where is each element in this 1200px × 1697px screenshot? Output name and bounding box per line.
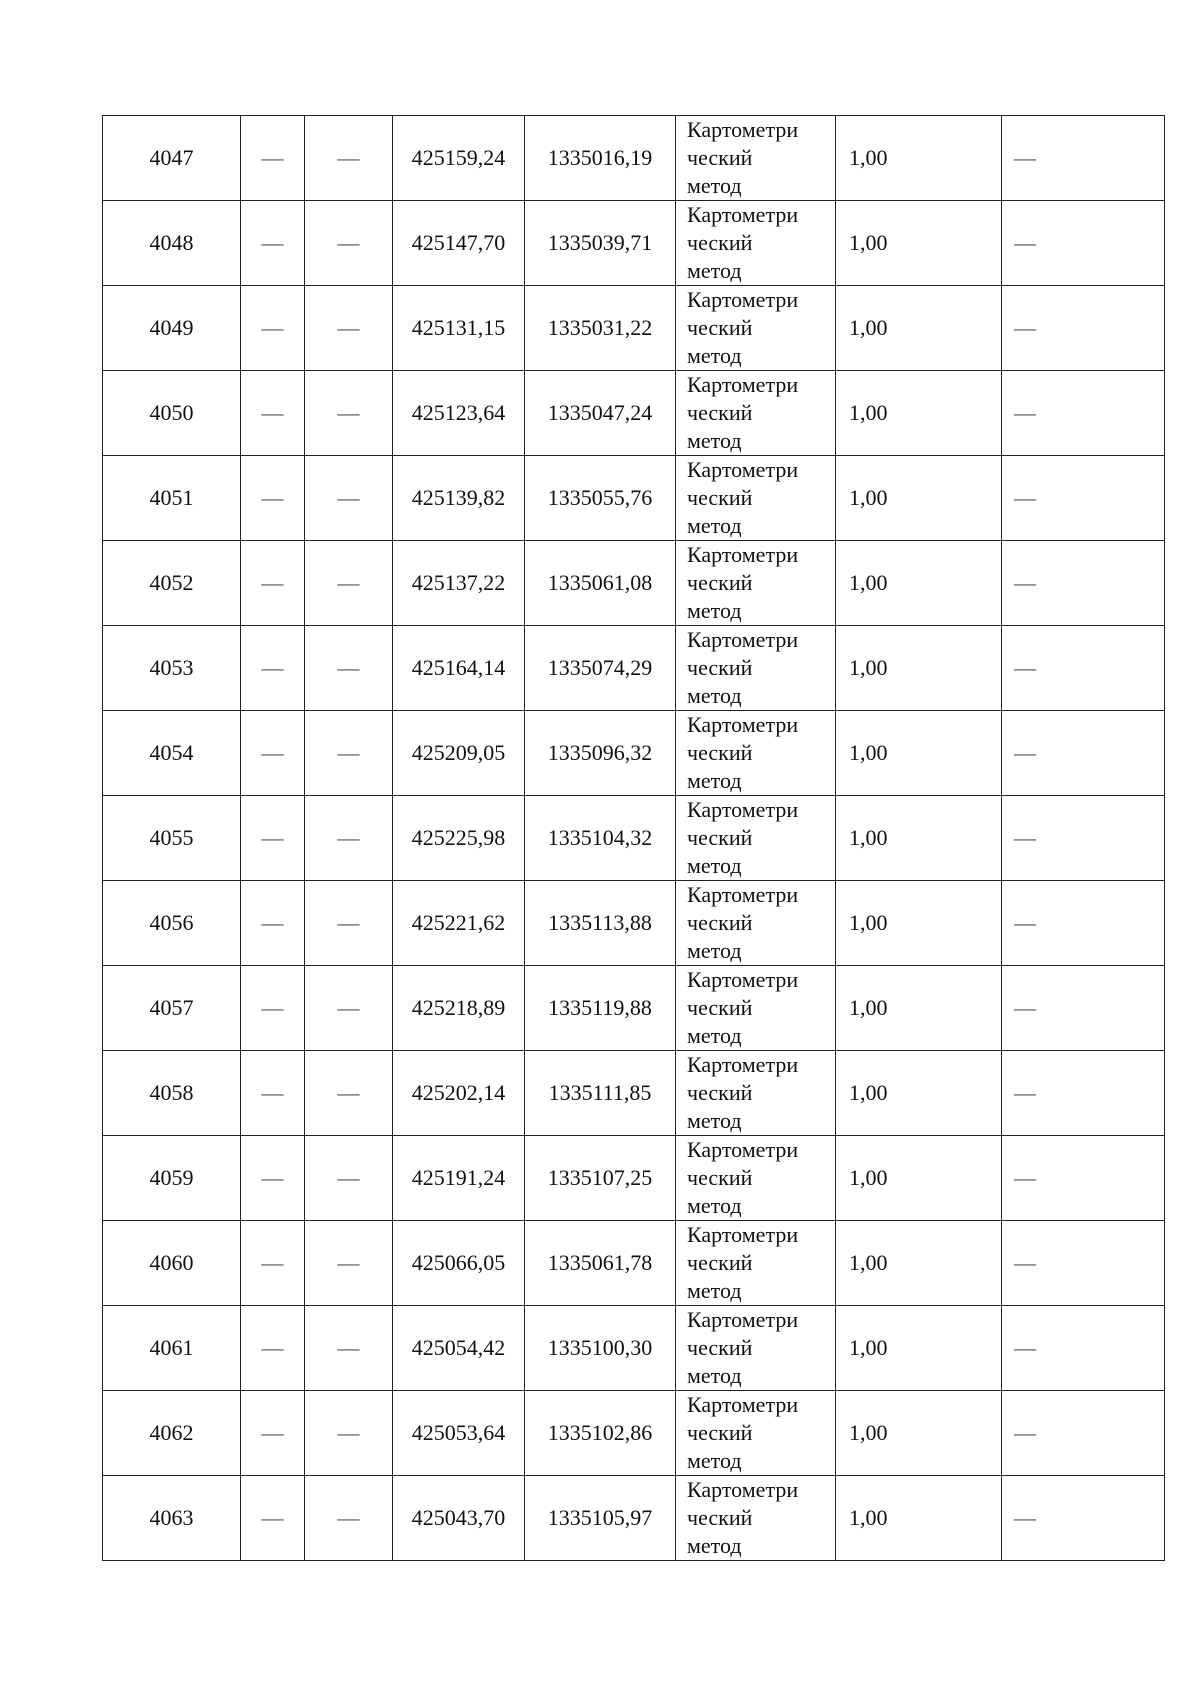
dash-value: — <box>1014 230 1036 255</box>
y-coordinate-cell: 1335074,29 <box>525 626 676 711</box>
empty-cell-3 <box>305 881 393 966</box>
empty-cell-2 <box>241 1136 305 1221</box>
dash-value: — <box>1014 1080 1036 1105</box>
empty-cell-2 <box>241 456 305 541</box>
method-text-line: Картометри <box>687 882 799 907</box>
method-text-line: метод <box>687 683 742 708</box>
empty-cell-3 <box>305 456 393 541</box>
x-coordinate-cell: 425054,42 <box>393 1306 525 1391</box>
accuracy-cell: 1,00 <box>836 626 1002 711</box>
dash-value: — <box>261 485 284 510</box>
dash-value: — <box>1014 995 1036 1020</box>
dash-value: — <box>1014 740 1036 765</box>
dash-value: — <box>1014 145 1036 170</box>
method-text-line: ческий <box>687 315 753 340</box>
dash-value: — <box>261 400 284 425</box>
method-text-line: Картометри <box>687 372 799 397</box>
table-row <box>103 116 1165 201</box>
dash-value: — <box>337 1505 360 1530</box>
accuracy-cell: 1,00 <box>836 966 1002 1051</box>
y-coordinate-cell: 1335039,71 <box>525 201 676 286</box>
point-number-cell: 4060 <box>103 1221 241 1306</box>
accuracy-cell: 1,00 <box>836 1391 1002 1476</box>
method-text-line: Картометри <box>687 627 799 652</box>
empty-cell-2 <box>241 286 305 371</box>
x-coordinate-cell: 425191,24 <box>393 1136 525 1221</box>
dash-value: — <box>1014 1335 1036 1360</box>
method-text-line: метод <box>687 1363 742 1388</box>
point-number-cell: 4051 <box>103 456 241 541</box>
method-text-line: метод <box>687 938 742 963</box>
x-coordinate-cell: 425202,14 <box>393 1051 525 1136</box>
method-text-line: ческий <box>687 910 753 935</box>
empty-cell-3 <box>305 371 393 456</box>
method-text-line: Картометри <box>687 1137 799 1162</box>
empty-cell-3 <box>305 1221 393 1306</box>
point-number-cell: 4047 <box>103 116 241 201</box>
dash-value: — <box>1014 825 1036 850</box>
table-row <box>103 796 1165 881</box>
y-coordinate-cell: 1335105,97 <box>525 1476 676 1561</box>
dash-value: — <box>1014 315 1036 340</box>
empty-cell-9 <box>1002 456 1165 541</box>
empty-cell-9 <box>1002 371 1165 456</box>
empty-cell-2 <box>241 201 305 286</box>
method-text-line: метод <box>687 1448 742 1473</box>
method-text-line: метод <box>687 258 742 283</box>
dash-value: — <box>261 1335 284 1360</box>
dash-value: — <box>1014 655 1036 680</box>
accuracy-cell: 1,00 <box>836 541 1002 626</box>
dash-value: — <box>261 910 284 935</box>
table-row <box>103 626 1165 711</box>
dash-value: — <box>337 995 360 1020</box>
empty-cell-9 <box>1002 1306 1165 1391</box>
method-text-line: метод <box>687 1108 742 1133</box>
point-number-cell: 4062 <box>103 1391 241 1476</box>
empty-cell-2 <box>241 1476 305 1561</box>
method-text-line: Картометри <box>687 967 799 992</box>
y-coordinate-cell: 1335031,22 <box>525 286 676 371</box>
empty-cell-3 <box>305 116 393 201</box>
y-coordinate-cell: 1335113,88 <box>525 881 676 966</box>
method-text-line: метод <box>687 1278 742 1303</box>
empty-cell-9 <box>1002 881 1165 966</box>
dash-value: — <box>337 485 360 510</box>
dash-value: — <box>337 1420 360 1445</box>
dash-value: — <box>1014 910 1036 935</box>
x-coordinate-cell: 425225,98 <box>393 796 525 881</box>
dash-value: — <box>1014 1505 1036 1530</box>
dash-value: — <box>1014 485 1036 510</box>
method-cell <box>676 201 836 286</box>
y-coordinate-cell: 1335055,76 <box>525 456 676 541</box>
method-text-line: ческий <box>687 230 753 255</box>
point-number-cell: 4059 <box>103 1136 241 1221</box>
empty-cell-9 <box>1002 711 1165 796</box>
method-cell <box>676 711 836 796</box>
dash-value: — <box>337 1335 360 1360</box>
y-coordinate-cell: 1335096,32 <box>525 711 676 796</box>
accuracy-cell: 1,00 <box>836 116 1002 201</box>
point-number-cell: 4055 <box>103 796 241 881</box>
empty-cell-9 <box>1002 966 1165 1051</box>
dash-value: — <box>261 1165 284 1190</box>
method-text-line: метод <box>687 513 742 538</box>
x-coordinate-cell: 425159,24 <box>393 116 525 201</box>
dash-value: — <box>261 825 284 850</box>
dash-value: — <box>261 1505 284 1530</box>
accuracy-cell: 1,00 <box>836 796 1002 881</box>
y-coordinate-cell: 1335111,85 <box>525 1051 676 1136</box>
method-text-line: Картометри <box>687 542 799 567</box>
table-row <box>103 881 1165 966</box>
accuracy-cell: 1,00 <box>836 456 1002 541</box>
y-coordinate-cell: 1335016,19 <box>525 116 676 201</box>
dash-value: — <box>261 570 284 595</box>
empty-cell-9 <box>1002 286 1165 371</box>
empty-cell-3 <box>305 711 393 796</box>
accuracy-cell: 1,00 <box>836 1051 1002 1136</box>
method-text-line: метод <box>687 768 742 793</box>
accuracy-cell: 1,00 <box>836 371 1002 456</box>
table-row <box>103 1221 1165 1306</box>
x-coordinate-cell: 425053,64 <box>393 1391 525 1476</box>
y-coordinate-cell: 1335119,88 <box>525 966 676 1051</box>
method-text-line: ческий <box>687 1080 753 1105</box>
point-number-cell: 4058 <box>103 1051 241 1136</box>
empty-cell-2 <box>241 1051 305 1136</box>
point-number-cell: 4056 <box>103 881 241 966</box>
empty-cell-3 <box>305 1051 393 1136</box>
x-coordinate-cell: 425147,70 <box>393 201 525 286</box>
method-text-line: Картометри <box>687 1307 799 1332</box>
method-text-line: ческий <box>687 995 753 1020</box>
point-number-cell: 4052 <box>103 541 241 626</box>
accuracy-cell: 1,00 <box>836 881 1002 966</box>
method-text-line: ческий <box>687 740 753 765</box>
method-cell <box>676 966 836 1051</box>
empty-cell-2 <box>241 966 305 1051</box>
x-coordinate-cell: 425221,62 <box>393 881 525 966</box>
table-row <box>103 1136 1165 1221</box>
table-row <box>103 1051 1165 1136</box>
coordinates-table <box>102 115 1165 1561</box>
method-cell <box>676 1306 836 1391</box>
dash-value: — <box>1014 1165 1036 1190</box>
table-row <box>103 1391 1165 1476</box>
method-text-line: Картометри <box>687 117 799 142</box>
method-cell <box>676 1051 836 1136</box>
y-coordinate-cell: 1335102,86 <box>525 1391 676 1476</box>
method-cell <box>676 541 836 626</box>
method-text-line: метод <box>687 1193 742 1218</box>
x-coordinate-cell: 425137,22 <box>393 541 525 626</box>
dash-value: — <box>261 230 284 255</box>
dash-value: — <box>261 655 284 680</box>
method-cell <box>676 881 836 966</box>
method-text-line: метод <box>687 343 742 368</box>
dash-value: — <box>337 145 360 170</box>
empty-cell-2 <box>241 626 305 711</box>
point-number-cell: 4061 <box>103 1306 241 1391</box>
empty-cell-2 <box>241 1391 305 1476</box>
table-body <box>103 116 1165 1561</box>
method-text-line: Картометри <box>687 202 799 227</box>
dash-value: — <box>1014 570 1036 595</box>
x-coordinate-cell: 425066,05 <box>393 1221 525 1306</box>
dash-value: — <box>337 825 360 850</box>
method-text-line: ческий <box>687 825 753 850</box>
empty-cell-3 <box>305 626 393 711</box>
table-row <box>103 286 1165 371</box>
method-cell <box>676 116 836 201</box>
dash-value: — <box>337 1250 360 1275</box>
y-coordinate-cell: 1335061,08 <box>525 541 676 626</box>
method-text-line: Картометри <box>687 457 799 482</box>
accuracy-cell: 1,00 <box>836 711 1002 796</box>
empty-cell-2 <box>241 796 305 881</box>
dash-value: — <box>1014 1250 1036 1275</box>
accuracy-cell: 1,00 <box>836 1136 1002 1221</box>
y-coordinate-cell: 1335061,78 <box>525 1221 676 1306</box>
method-text-line: ческий <box>687 1165 753 1190</box>
table-row <box>103 1476 1165 1561</box>
x-coordinate-cell: 425139,82 <box>393 456 525 541</box>
method-cell <box>676 1221 836 1306</box>
empty-cell-3 <box>305 286 393 371</box>
y-coordinate-cell: 1335047,24 <box>525 371 676 456</box>
empty-cell-2 <box>241 1221 305 1306</box>
dash-value: — <box>261 315 284 340</box>
method-cell <box>676 371 836 456</box>
empty-cell-2 <box>241 711 305 796</box>
empty-cell-2 <box>241 541 305 626</box>
method-text-line: ческий <box>687 655 753 680</box>
table-row <box>103 541 1165 626</box>
dash-value: — <box>261 995 284 1020</box>
table-row <box>103 456 1165 541</box>
empty-cell-9 <box>1002 1391 1165 1476</box>
empty-cell-9 <box>1002 541 1165 626</box>
method-text-line: метод <box>687 1023 742 1048</box>
point-number-cell: 4048 <box>103 201 241 286</box>
empty-cell-2 <box>241 116 305 201</box>
method-text-line: Картометри <box>687 1477 799 1502</box>
accuracy-cell: 1,00 <box>836 1476 1002 1561</box>
method-cell <box>676 1391 836 1476</box>
dash-value: — <box>261 740 284 765</box>
accuracy-cell: 1,00 <box>836 1306 1002 1391</box>
method-text-line: метод <box>687 598 742 623</box>
x-coordinate-cell: 425043,70 <box>393 1476 525 1561</box>
method-text-line: Картометри <box>687 1392 799 1417</box>
x-coordinate-cell: 425218,89 <box>393 966 525 1051</box>
x-coordinate-cell: 425131,15 <box>393 286 525 371</box>
x-coordinate-cell: 425209,05 <box>393 711 525 796</box>
method-text-line: ческий <box>687 145 753 170</box>
dash-value: — <box>261 1080 284 1105</box>
point-number-cell: 4054 <box>103 711 241 796</box>
method-text-line: ческий <box>687 1250 753 1275</box>
method-text-line: метод <box>687 173 742 198</box>
accuracy-cell: 1,00 <box>836 1221 1002 1306</box>
point-number-cell: 4057 <box>103 966 241 1051</box>
dash-value: — <box>337 570 360 595</box>
dash-value: — <box>337 315 360 340</box>
empty-cell-9 <box>1002 201 1165 286</box>
dash-value: — <box>337 910 360 935</box>
dash-value: — <box>261 1420 284 1445</box>
method-text-line: ческий <box>687 1335 753 1360</box>
empty-cell-3 <box>305 1306 393 1391</box>
accuracy-cell: 1,00 <box>836 286 1002 371</box>
empty-cell-9 <box>1002 1221 1165 1306</box>
empty-cell-3 <box>305 796 393 881</box>
empty-cell-3 <box>305 201 393 286</box>
empty-cell-2 <box>241 371 305 456</box>
method-cell <box>676 456 836 541</box>
method-cell <box>676 626 836 711</box>
method-cell <box>676 286 836 371</box>
method-text-line: ческий <box>687 400 753 425</box>
empty-cell-3 <box>305 1391 393 1476</box>
method-cell <box>676 1476 836 1561</box>
method-text-line: Картометри <box>687 797 799 822</box>
table-row <box>103 1306 1165 1391</box>
x-coordinate-cell: 425123,64 <box>393 371 525 456</box>
dash-value: — <box>1014 1420 1036 1445</box>
method-cell <box>676 1136 836 1221</box>
empty-cell-2 <box>241 1306 305 1391</box>
dash-value: — <box>261 145 284 170</box>
accuracy-cell: 1,00 <box>836 201 1002 286</box>
point-number-cell: 4063 <box>103 1476 241 1561</box>
empty-cell-3 <box>305 1136 393 1221</box>
y-coordinate-cell: 1335104,32 <box>525 796 676 881</box>
dash-value: — <box>337 740 360 765</box>
point-number-cell: 4050 <box>103 371 241 456</box>
dash-value: — <box>261 1250 284 1275</box>
method-text-line: ческий <box>687 1420 753 1445</box>
method-text-line: Картометри <box>687 1052 799 1077</box>
method-text-line: Картометри <box>687 712 799 737</box>
empty-cell-3 <box>305 1476 393 1561</box>
method-text-line: ческий <box>687 485 753 510</box>
dash-value: — <box>337 1165 360 1190</box>
empty-cell-9 <box>1002 796 1165 881</box>
table-row <box>103 201 1165 286</box>
dash-value: — <box>337 400 360 425</box>
empty-cell-3 <box>305 541 393 626</box>
empty-cell-9 <box>1002 626 1165 711</box>
y-coordinate-cell: 1335100,30 <box>525 1306 676 1391</box>
dash-value: — <box>337 655 360 680</box>
point-number-cell: 4049 <box>103 286 241 371</box>
table-row <box>103 711 1165 796</box>
method-text-line: метод <box>687 853 742 878</box>
method-text-line: Картометри <box>687 287 799 312</box>
table-row <box>103 371 1165 456</box>
method-cell <box>676 796 836 881</box>
empty-cell-2 <box>241 881 305 966</box>
y-coordinate-cell: 1335107,25 <box>525 1136 676 1221</box>
method-text-line: Картометри <box>687 1222 799 1247</box>
dash-value: — <box>337 1080 360 1105</box>
method-text-line: метод <box>687 1533 742 1558</box>
empty-cell-9 <box>1002 116 1165 201</box>
table-row <box>103 966 1165 1051</box>
empty-cell-3 <box>305 966 393 1051</box>
method-text-line: ческий <box>687 570 753 595</box>
empty-cell-9 <box>1002 1136 1165 1221</box>
dash-value: — <box>1014 400 1036 425</box>
dash-value: — <box>337 230 360 255</box>
method-text-line: метод <box>687 428 742 453</box>
point-number-cell: 4053 <box>103 626 241 711</box>
x-coordinate-cell: 425164,14 <box>393 626 525 711</box>
empty-cell-9 <box>1002 1476 1165 1561</box>
empty-cell-9 <box>1002 1051 1165 1136</box>
method-text-line: ческий <box>687 1505 753 1530</box>
